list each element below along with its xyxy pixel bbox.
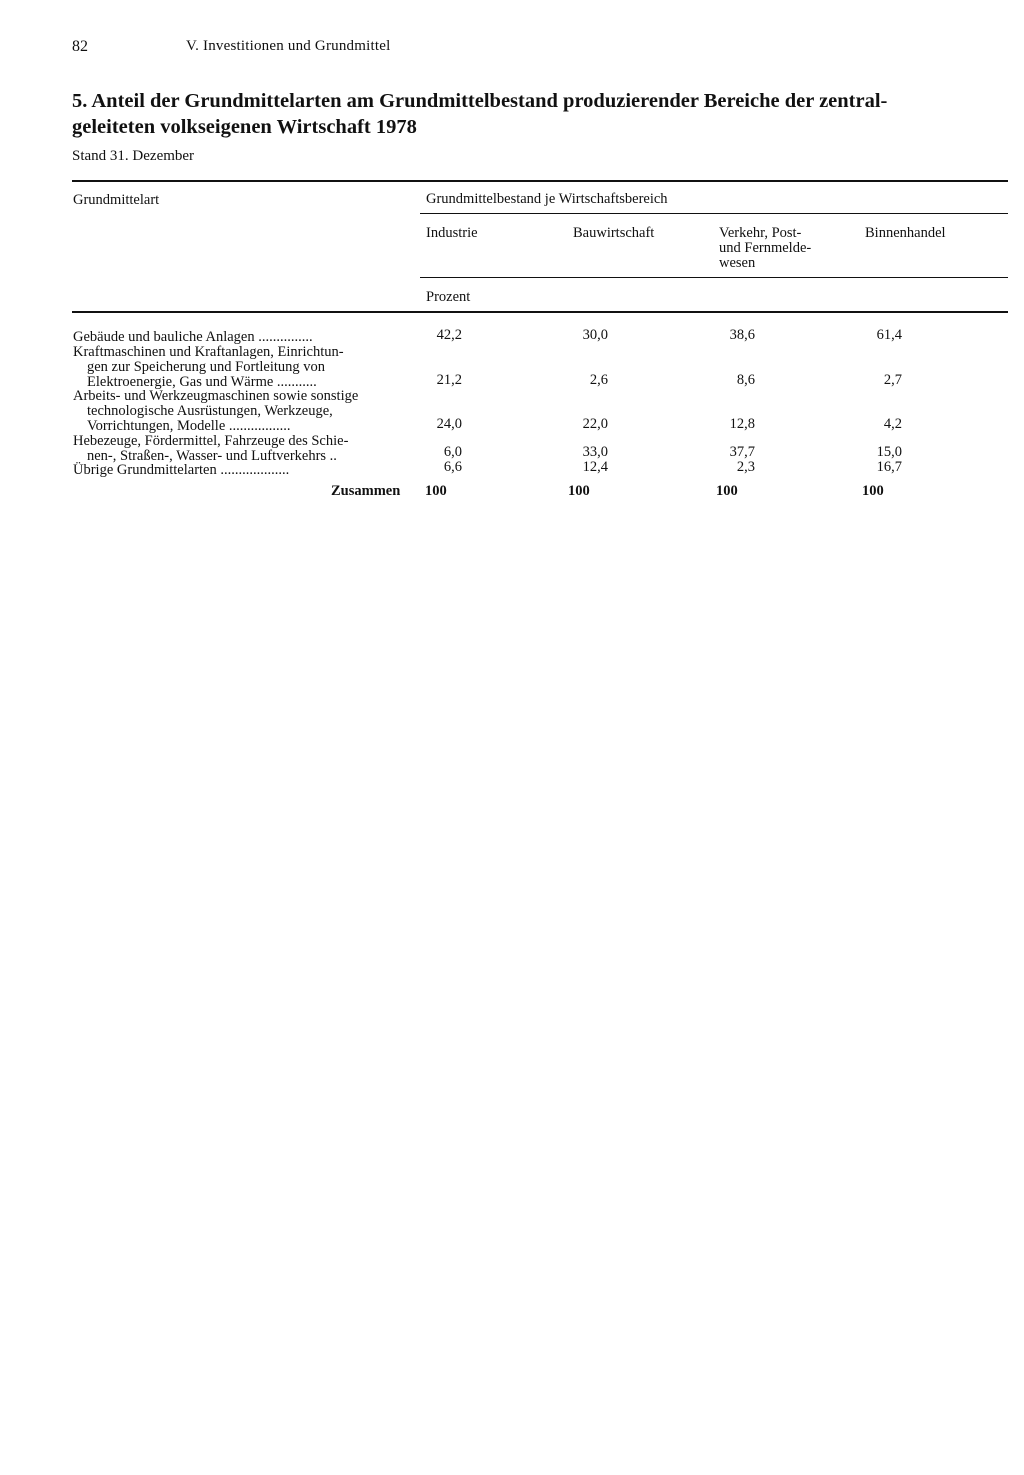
running-head: V. Investitionen und Grundmittel bbox=[186, 38, 391, 54]
page-number: 82 bbox=[72, 38, 88, 55]
total-cell: 100 bbox=[862, 483, 884, 499]
table-title bbox=[72, 88, 972, 140]
unit-label: Prozent bbox=[426, 289, 471, 305]
value-cell: 6,6 bbox=[443, 459, 462, 475]
top-rule bbox=[72, 180, 1008, 182]
value-cell: 42,2 bbox=[436, 327, 462, 343]
stub-header: Grundmittelart bbox=[73, 192, 160, 208]
group-rule bbox=[420, 213, 1008, 214]
value-cell: 4,2 bbox=[883, 416, 902, 432]
value-cell: 12,4 bbox=[582, 459, 608, 475]
row-label: Übrige Grundmittelarten ................... bbox=[73, 462, 290, 478]
total-cell: 100 bbox=[568, 483, 590, 499]
value-cell: 6,0 bbox=[443, 444, 462, 460]
column-header-binnenhandel: Binnenhandel bbox=[865, 225, 946, 241]
value-cell: 2,3 bbox=[736, 459, 755, 475]
table-title-line-1: 5. Anteil der Grundmittelarten am Grundmittelbestand produzierender Bereiche der zentral- bbox=[72, 90, 888, 112]
table-title-line-2: geleiteten volkseigenen Wirtschaft 1978 bbox=[72, 116, 417, 138]
value-cell: 33,0 bbox=[582, 444, 608, 460]
value-cell: 37,7 bbox=[729, 444, 755, 460]
value-cell: 30,0 bbox=[582, 327, 608, 343]
value-cell: 15,0 bbox=[876, 444, 902, 460]
row-label: Hebezeuge, Fördermittel, Fahrzeuge des Schie- nen-, Straßen-, Wasser- und Luftverkehrs .. bbox=[73, 433, 349, 464]
value-cell: 2,6 bbox=[589, 372, 608, 388]
row-label: Gebäude und bauliche Anlagen ............... bbox=[73, 329, 313, 345]
group-header: Grundmittelbestand je Wirtschaftsbereich bbox=[426, 191, 668, 207]
value-cell: 38,6 bbox=[729, 327, 755, 343]
value-cell: 16,7 bbox=[876, 459, 902, 475]
header-bottom-rule bbox=[72, 311, 1008, 313]
row-label: Arbeits- und Werkzeugmaschinen sowie sonstige technologische Ausrüstungen, Werkzeuge, Vorrichtungen, Modelle ................. bbox=[73, 388, 359, 434]
total-cell: 100 bbox=[425, 483, 447, 499]
row-label: Kraftmaschinen und Kraftanlagen, Einrichtun- gen zur Speicherung und Fortleitung von Elektroenergie, Gas und Wärme ........... bbox=[73, 344, 344, 390]
column-header-bauwirtschaft: Bauwirtschaft bbox=[573, 225, 655, 241]
value-cell: 2,7 bbox=[883, 372, 902, 388]
column-header-verkehr: Verkehr, Post- und Fernmelde- wesen bbox=[719, 225, 812, 271]
columns-rule bbox=[420, 277, 1008, 278]
value-cell: 61,4 bbox=[876, 327, 902, 343]
value-cell: 21,2 bbox=[436, 372, 462, 388]
value-cell: 12,8 bbox=[729, 416, 755, 432]
value-cell: 8,6 bbox=[736, 372, 755, 388]
total-cell: 100 bbox=[716, 483, 738, 499]
total-label: Zusammen bbox=[331, 483, 401, 499]
value-cell: 24,0 bbox=[436, 416, 462, 432]
value-cell: 22,0 bbox=[582, 416, 608, 432]
column-header-industrie: Industrie bbox=[426, 225, 478, 241]
table-subtitle: Stand 31. Dezember bbox=[72, 148, 195, 164]
